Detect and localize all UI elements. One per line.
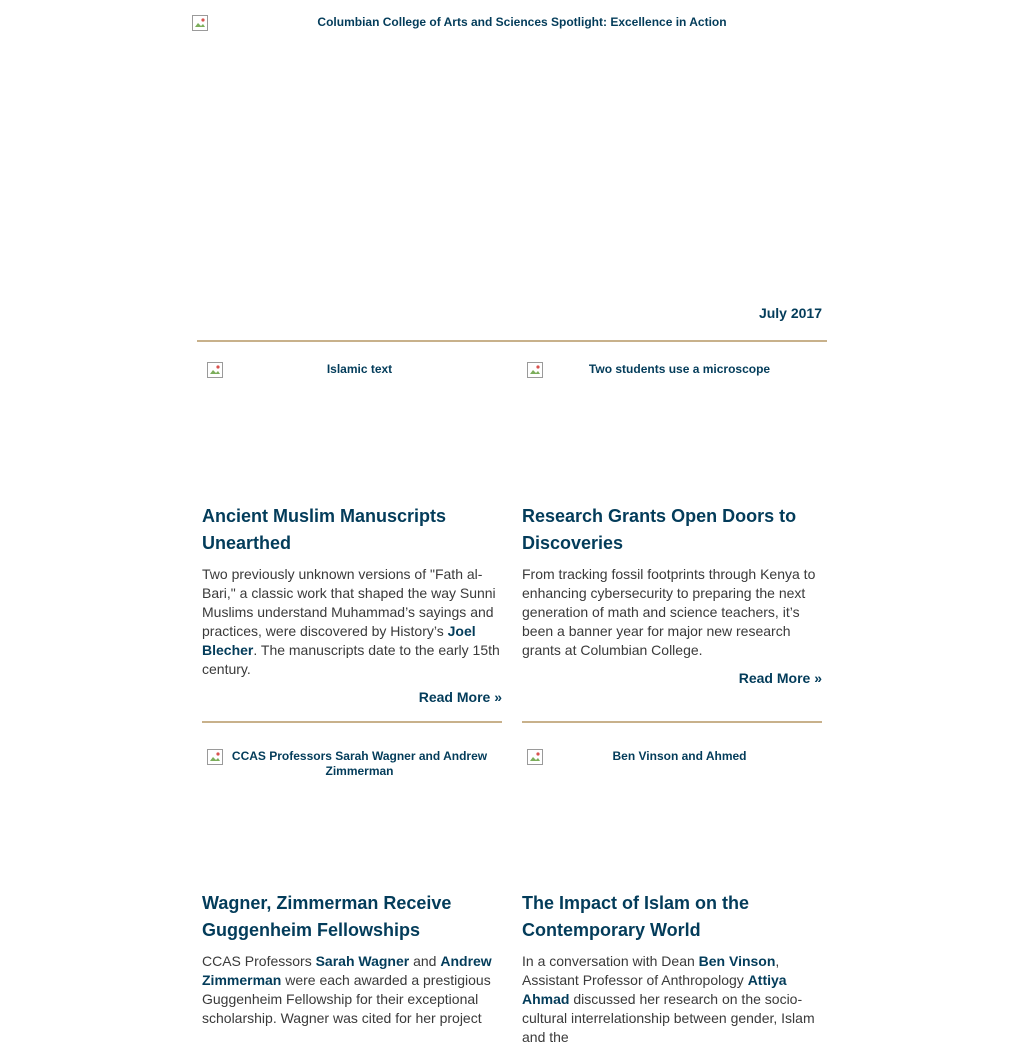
- summary-text: were each awarded a prestigious Guggenheim Fellowship for their exceptional scholarship. Wagner was cited for her project: [202, 972, 491, 1026]
- summary-text: CCAS Professors: [202, 953, 316, 969]
- article-title[interactable]: [522, 890, 822, 944]
- article-summary: [522, 952, 822, 1047]
- read-more-link[interactable]: Read More »: [418, 689, 502, 705]
- article-card: [522, 749, 822, 1047]
- summary-text: discussed her research on the socio-cultural interrelationship between gender, Islam and the: [522, 991, 815, 1045]
- article-card: [522, 362, 822, 686]
- article-image-alt: Islamic text: [326, 362, 393, 376]
- broken-image-icon: [527, 749, 543, 765]
- article-summary: [202, 565, 502, 679]
- article-image-alt: CCAS Professors Sarah Wagner and Andrew Zimmerman: [231, 749, 488, 778]
- article-image[interactable]: [202, 749, 502, 879]
- article-title-link[interactable]: Wagner, Zimmerman Receive Guggenheim Fellowships: [202, 893, 452, 940]
- person-link[interactable]: Andrew Zimmerman: [202, 953, 492, 988]
- summary-text: Two previously unknown versions of "Fath al-Bari," a classic work that shaped the way Sunni Muslims understand Muhammad’s sayings and practices, were discovered by History’s: [202, 566, 496, 639]
- broken-image-icon: [527, 362, 543, 378]
- person-link[interactable]: Ben Vinson: [698, 953, 776, 969]
- section-divider: [202, 721, 502, 723]
- article-image-alt: Ben Vinson and Ahmed: [612, 749, 747, 763]
- article-summary: From tracking fossil footprints through Kenya to enhancing cybersecurity to preparing the next generation of math and science teachers, it’s been a banner year for major new research grants at Columbian College.: [522, 566, 816, 658]
- article-image-alt: Two students use a microscope: [588, 362, 771, 376]
- person-link[interactable]: Sarah Wagner: [315, 953, 410, 969]
- article-image[interactable]: [202, 362, 502, 492]
- issue-date: July 2017: [758, 305, 822, 321]
- summary-text: . The manuscripts date to the early 15th century.: [202, 642, 500, 677]
- article-title[interactable]: [202, 503, 502, 557]
- summary-text: , Assistant Professor of Anthropology: [522, 953, 780, 988]
- article-card: [202, 362, 502, 705]
- header-banner-alt: Columbian College of Arts and Sciences Spotlight: Excellence in Action: [317, 15, 727, 29]
- summary-text: and: [409, 953, 441, 969]
- broken-image-icon: [207, 362, 223, 378]
- section-divider: [522, 721, 822, 723]
- article-summary: [202, 952, 502, 1028]
- article-card: [202, 749, 502, 1028]
- header-banner-image: [192, 15, 832, 285]
- read-more-link[interactable]: Read More »: [738, 670, 822, 686]
- person-link[interactable]: Attiya Ahmad: [522, 972, 787, 1007]
- article-title-link[interactable]: The Impact of Islam on the Contemporary World: [522, 893, 750, 940]
- article-title[interactable]: [202, 890, 502, 944]
- article-image[interactable]: [522, 362, 822, 492]
- person-link[interactable]: Joel Blecher: [202, 623, 476, 658]
- article-title-link[interactable]: Research Grants Open Doors to Discoveries: [522, 506, 797, 553]
- article-title[interactable]: [522, 503, 822, 557]
- summary-text: In a conversation with Dean: [522, 953, 699, 969]
- header-divider: [197, 340, 827, 342]
- broken-image-icon: [192, 15, 208, 31]
- article-title-link[interactable]: Ancient Muslim Manuscripts Unearthed: [202, 506, 447, 553]
- broken-image-icon: [207, 749, 223, 765]
- article-image[interactable]: [522, 749, 822, 879]
